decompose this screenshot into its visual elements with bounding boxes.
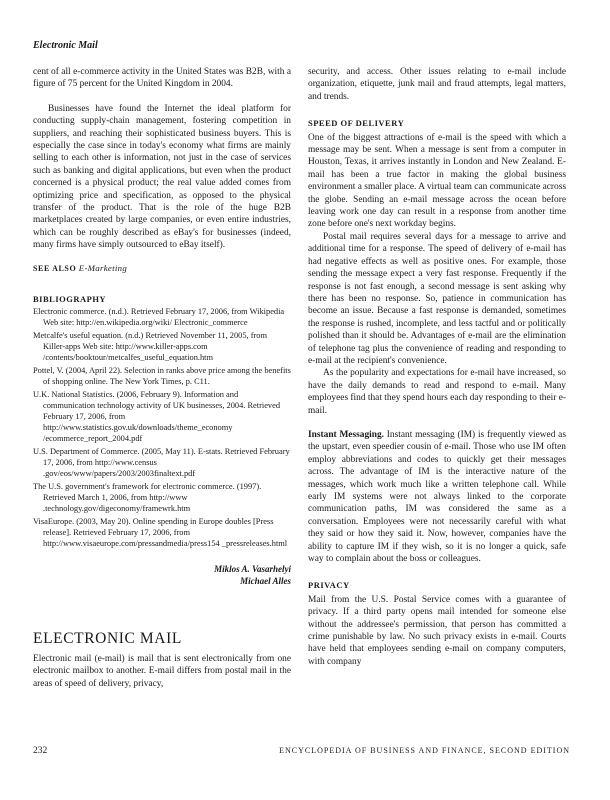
bibliography-entry: U.S. Department of Commerce. (2005, May 11). E-stats. Retrieved February 17, 2006, from http://www.census .gov/eos/www/papers/2003/2003finaltext.pdf: [33, 446, 290, 478]
bibliography-entry: Pottel, V. (2004, April 22). Selection in ranks above price among the benefits of shopping online. The New York Times, p. C11.: [33, 365, 291, 386]
left-column: [33, 66, 291, 690]
paragraph-text: Instant messaging (IM) is frequently viewed as the upstart, even speedier cousin of e-mail. Those who use IM often employ abbreviations and codes to quickly get their messages across. The advantage of IM is the interactive nature of the messages, which work much like a written telephone call. While early IM systems were not always linked to the corporate communication paths, IM was considered the same as a conversation. Employees were not necessarily careful with what they said or how they said it. Now, however, companies have the ability to capture IM if they wish, so it is no longer a quick, safe way to complain about the boss or colleagues.: [308, 429, 566, 565]
bibliography-list: [33, 306, 291, 549]
see-also-link[interactable]: E-Marketing: [78, 262, 128, 273]
bibliography-entry: Electronic commerce. (n.d.). Retrieved February 17, 2006, from Wikipedia Web site: http://en.wikipedia.org/wiki/ Electronic_commerce: [33, 306, 285, 327]
book-title: ENCYCLOPEDIA OF BUSINESS AND FINANCE, SECOND EDITION: [279, 746, 570, 755]
paragraph: Electronic mail (e-mail) is mail that is sent electronically from one electronic mailbox to another. E-mail differs from postal mail in the areas of speed of delivery, privacy,: [33, 653, 291, 689]
section-heading: SPEED OF DELIVERY: [308, 118, 405, 129]
see-also-label: SEE ALSO: [33, 263, 77, 273]
run-in-heading: Instant Messaging.: [308, 429, 384, 440]
section-heading: PRIVACY: [308, 580, 350, 591]
page-number: 232: [33, 746, 48, 756]
article-title: ELECTRONIC MAIL: [33, 629, 182, 647]
author-signature: [33, 563, 291, 587]
paragraph: security, and access. Other issues relating to e-mail include organization, etiquette, junk mail and fraud attempts, legal matters, and trends.: [308, 67, 566, 102]
right-column: [308, 66, 566, 668]
bibliography-entry: The U.S. government's framework for electronic commerce. (1997). Retrieved March 1, 2006, from http://www .technology.gov/digeconomy/framewrk.htm: [33, 481, 262, 513]
paragraph: As the popularity and expectations for e-mail have increased, so have the daily demands to read and respond to e-mail. Many employees find that they spend hours each day responding to their e-mail.: [308, 368, 567, 416]
bibliography-entry: Metcalfe's useful equation. (n.d.) Retrieved November 11, 2005, from Killer-apps Web site: http://www.killer-apps.com /contents/booktour/metcalfes_useful_equation.htm: [33, 330, 268, 362]
paragraph: Mail from the U.S. Postal Service comes with a guarantee of privacy. If a third party opens mail intended for someone else without the addressee's permission, that person has committed a crime punishable by law. No such privacy exists in e-mail. Courts have held that employees sending e-mail on company computers, with company: [308, 594, 566, 667]
paragraph: cent of all e-commerce activity in the United States was B2B, with a figure of 75 percent for the United Kingdom in 2004.: [33, 67, 291, 90]
paragraph: Postal mail requires several days for a message to arrive and additional time for a response. The speed of delivery of e-mail has had negative effects as well as positive ones. For example, those sending the message expect a very fast response. Frequently if the response is not fast enough, a second message is sent asking why there has been no response. So, patience in communication has become an issue. Because a fast response is demanded, sometimes the response is rushed, incomplete, and less tactful and or politically polished than it should be. Advantages of e-mail are the elimination of telephone tag plus the convenience of reading and responding to e-mail at the recipient's convenience.: [308, 231, 566, 366]
paragraph: Businesses have found the Internet the ideal platform for conducting supply-chain management, fostering competition in suppliers, and reaching their sophisticated business buyers. This is especially the case since in today's economy what firms are mainly selling to each other is information, not just in the case of services such as banking and digital applications, but even when the product concerned is a physical product; the real value added comes from optimizing price and specification, as opposed to the physical transfer of the product. That is the role of the huge B2B marketplaces created by large companies, or even entire industries, which can be roughly described as eBay's for businesses (indeed, many firms have simply outsourced to eBay itself).: [33, 103, 291, 251]
paragraph: One of the biggest attractions of e-mail is the speed with which a message may be sent. When a message is sent from a computer in Houston, Texas, it arrives instantly in London and New Zealand. E-mail has been a true factor in making the global business environment a smaller place. A virtual team can communicate across the globe. Sending an e-mail message across the ocean before leaving work one day can result in a response from another time zone before one's next workday begins.: [308, 132, 566, 230]
see-also: [33, 262, 291, 275]
running-head: Electronic Mail: [33, 40, 98, 51]
bibliography-heading: BIBLIOGRAPHY: [33, 294, 107, 305]
author-name: Miklos A. Vasarhelyi: [214, 563, 291, 574]
author-name: Michael Alles: [240, 575, 291, 586]
paragraph: [308, 429, 566, 565]
bibliography-entry: VisaEurope. (2003, May 20). Online spending in Europe doubles [Press release]. Retrieved February 17, 2006, from http://www.visaeurope.com/pressandmedia/press154 _pressreleases.html: [33, 516, 288, 548]
bibliography-entry: U.K. National Statistics. (2006, February 9). Information and communication technology activity of UK businesses, 2004. Retrieved February 17, 2006, from http://www.statistics.gov.uk/downloads/theme_economy /ecommerce_report_2004.pdf: [33, 389, 281, 443]
